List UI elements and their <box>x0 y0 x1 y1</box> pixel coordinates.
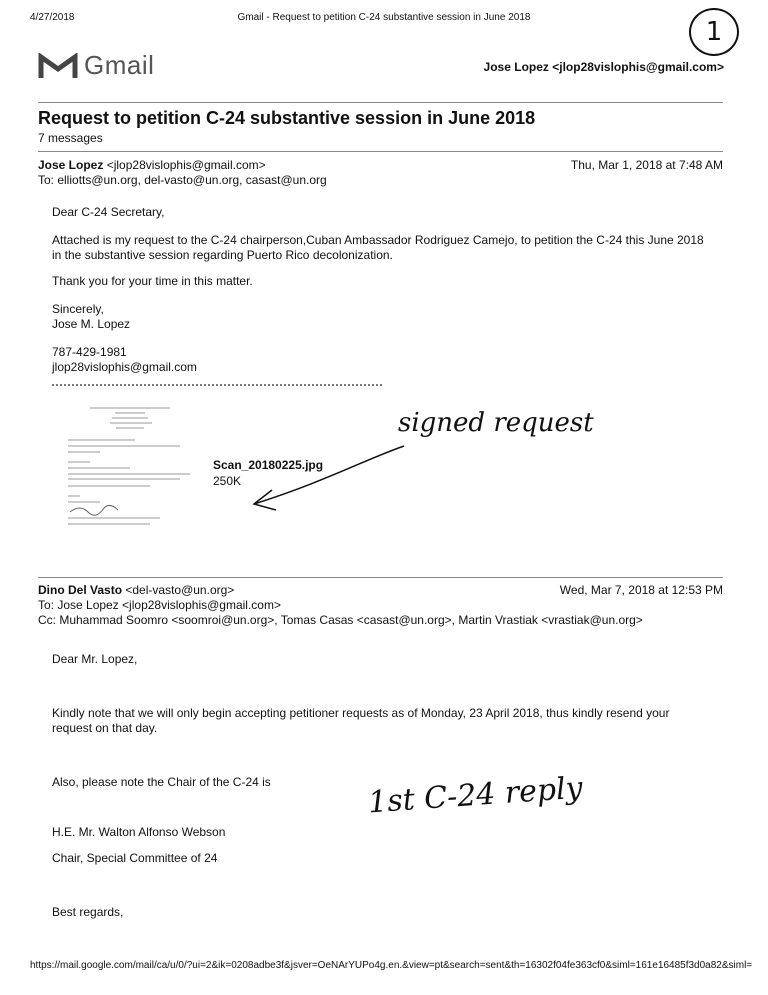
message-1-date: Thu, Mar 1, 2018 at 7:48 AM <box>570 158 723 172</box>
message-1-phone: 787-429-1981 <box>52 345 127 359</box>
message-1-email: jlop28vislophis@gmail.com <box>52 360 197 374</box>
gmail-m-icon <box>38 53 78 79</box>
print-title: Gmail - Request to petition C-24 substantive session in June 2018 <box>237 12 531 23</box>
message-divider <box>38 577 723 578</box>
message-count: 7 messages <box>38 131 103 145</box>
attachment-divider <box>52 384 382 386</box>
gmail-logo-text: Gmail <box>84 50 155 80</box>
handwritten-arrow-icon <box>244 440 414 520</box>
account-name: Jose Lopez <jlop28vislophis@gmail.com> <box>483 60 724 74</box>
message-1-recipients: To: elliotts@un.org, del-vasto@un.org, casast@un.org <box>38 173 327 187</box>
handwritten-first-reply: 1st C-24 reply <box>367 770 584 821</box>
message-2-chair-note: Also, please note the Chair of the C-24 is <box>52 775 271 789</box>
message-2-chair-title: Chair, Special Committee of 24 <box>52 851 218 865</box>
message-2-greeting: Dear Mr. Lopez, <box>52 652 138 666</box>
message-2-recipients: To: Jose Lopez <jlop28vislophis@gmail.com> <box>38 598 281 612</box>
message-1-greeting: Dear C-24 Secretary, <box>52 205 165 219</box>
message-2-cc: Cc: Muhammad Soomro <soomroi@un.org>, Tomas Casas <casast@un.org>, Martin Vrastiak <vrastiak@un.org> <box>38 613 643 627</box>
print-footer-url: https://mail.google.com/mail/ca/u/0/?ui=2&ik=0208adbe3f&jsver=OeNArYUPo4g.en.&view=pt&search=sent&th=16302f04fe363cf0&siml=161e16485f3d0a82&siml= <box>30 960 753 971</box>
message-1-thanks: Thank you for your time in this matter. <box>52 274 253 288</box>
page-number-mark: 1 <box>689 8 739 56</box>
header-divider <box>38 102 723 103</box>
sender-name: Dino Del Vasto <box>38 583 123 597</box>
message-1-signature: Jose M. Lopez <box>52 317 131 331</box>
attachment-size: 250K <box>213 474 242 488</box>
message-2-date: Wed, Mar 7, 2018 at 12:53 PM <box>559 583 723 597</box>
print-date: 4/27/2018 <box>30 12 75 23</box>
thread-subject: Request to petition C-24 substantive session in June 2018 <box>38 108 536 128</box>
message-1-paragraph: Attached is my request to the C-24 chairperson,Cuban Ambassador Rodriguez Camejo, to petition the C-24 this June 2018 in the substantive session regarding Puerto Rico decolonization. <box>52 233 704 262</box>
thread-divider <box>38 151 723 152</box>
attachment-name[interactable]: Scan_20180225.jpg <box>213 458 324 472</box>
attachment-thumbnail[interactable] <box>60 400 200 540</box>
message-1-signoff: Sincerely, <box>52 302 104 316</box>
gmail-logo <box>38 50 154 81</box>
sender-email: <del-vasto@un.org> <box>125 583 235 597</box>
handwritten-signed-request: signed request <box>398 408 594 438</box>
message-2-closing: Best regards, <box>52 905 124 919</box>
sender-name: Jose Lopez <box>38 158 104 172</box>
message-1-sender <box>38 158 266 172</box>
message-2-chair-name: H.E. Mr. Walton Alfonso Webson <box>52 825 226 839</box>
sender-email: <jlop28vislophis@gmail.com> <box>106 158 266 172</box>
message-2-paragraph: Kindly note that we will only begin accepting petitioner requests as of Monday, 23 April 2018, thus kindly resend your request on that day. <box>52 706 670 735</box>
message-2-sender <box>38 583 234 597</box>
